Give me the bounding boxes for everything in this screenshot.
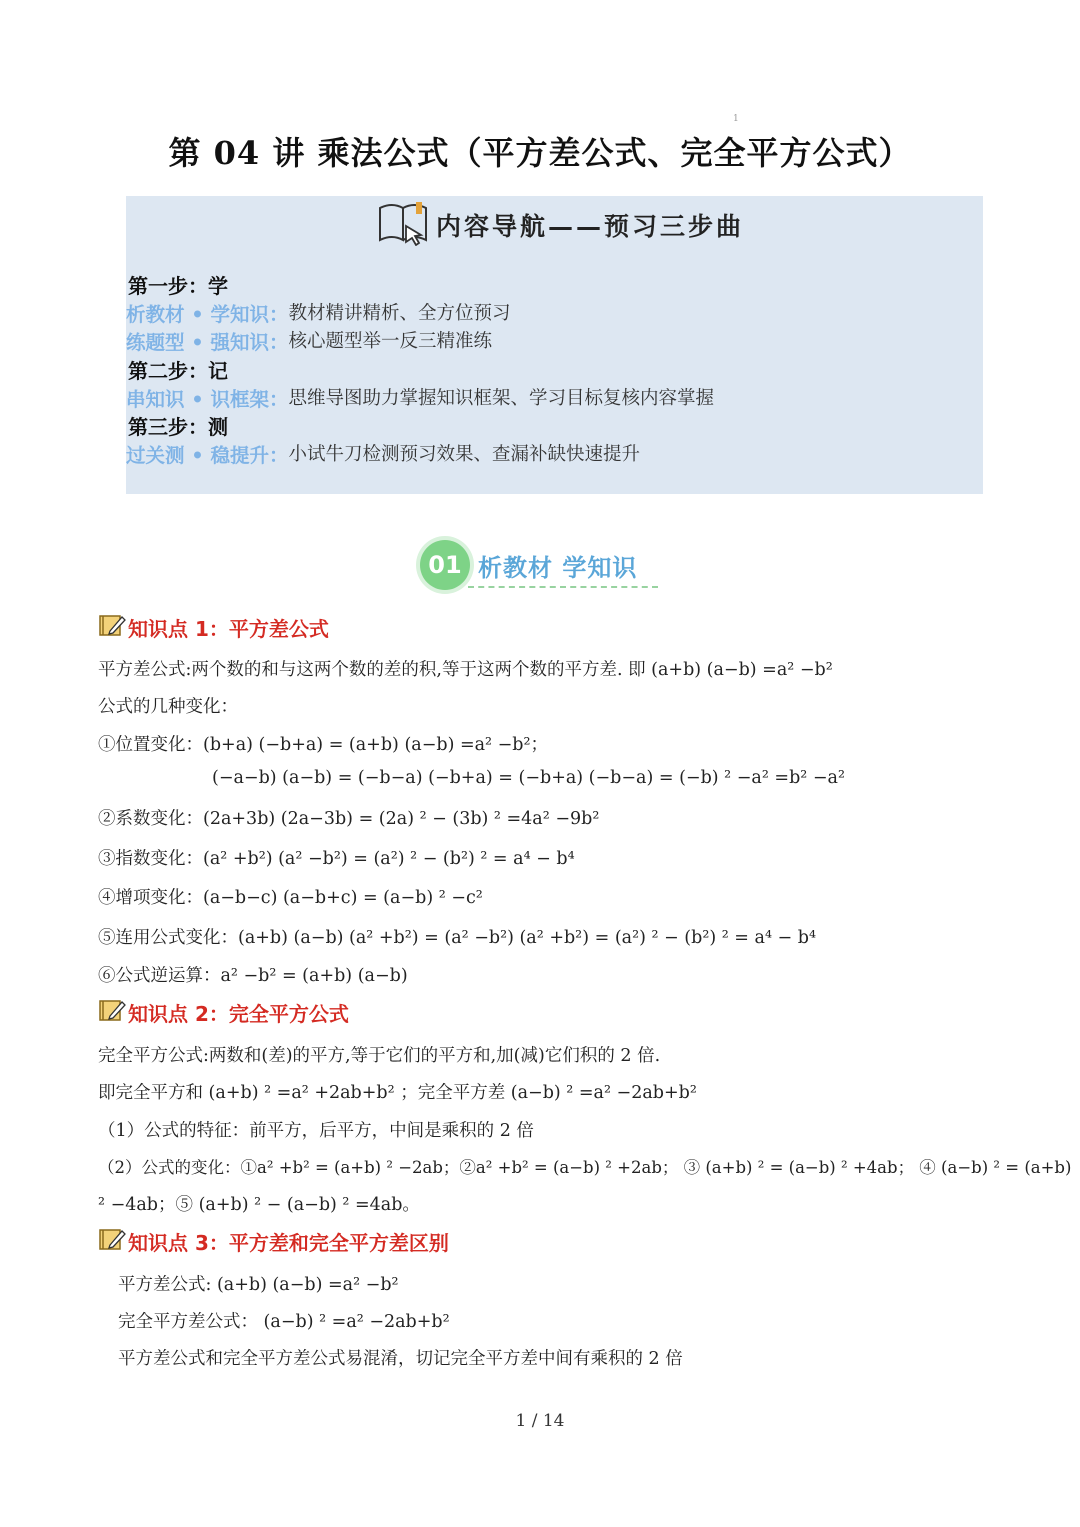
- kp1-line: 平方差公式:两个数的和与这两个数的差的积,等于这两个数的平方差. 即 (a+b) (a−b) =a² −b²: [98, 660, 833, 680]
- nav-row-practice: [126, 327, 492, 355]
- nav-row-key: 串知识 • 识框架：: [126, 388, 289, 411]
- nav-row-framework: [126, 384, 714, 412]
- section-divider: [468, 586, 658, 588]
- page-number: 1 / 14: [515, 1411, 565, 1431]
- kp1-line: ⑥公式逆运算：a² −b² = (a+b) (a−b): [98, 966, 408, 986]
- kp3-heading: [98, 1227, 449, 1256]
- kp1-line: ④增项变化：(a−b−c) (a−b+c) = (a−b) ² −c²: [98, 888, 483, 908]
- section-title: 析教材 学知识: [478, 553, 638, 582]
- nav-header: [376, 200, 744, 250]
- notebook-pencil-icon: [98, 998, 126, 1027]
- section-badge: [420, 540, 637, 590]
- kp2-line: 完全平方公式:两数和(差)的平方,等于它们的平方和,加(减)它们积的 2 倍.: [98, 1046, 661, 1066]
- nav-row-study: [126, 299, 511, 327]
- kp1-line: ③指数变化：(a² +b²) (a² −b²) = (a²) ² − (b²) ² = a⁴ − b⁴: [98, 849, 575, 869]
- kp3-title: 知识点 3：平方差和完全平方差区别: [128, 1231, 449, 1255]
- kp1-line: (−a−b) (a−b) = (−b−a) (−b+a) = (−b+a) (−b−a) = (−b) ² −a² =b² −a²: [212, 768, 845, 788]
- kp2-heading: [98, 998, 349, 1027]
- step-one-label: 第一步：学: [128, 274, 228, 298]
- section-number: 01: [420, 540, 470, 590]
- kp2-line: （2）公式的变化：①a² +b² = (a+b) ² −2ab；②a² +b² = (a−b) ² +2ab； ③ (a+b) ² = (a−b) ² +4ab； ④ (a−b) ² = (a+b): [98, 1158, 1072, 1177]
- kp2-line: 即完全平方和 (a+b) ² =a² +2ab+b² ；完全平方差 (a−b) ² =a² −2ab+b²: [98, 1083, 697, 1103]
- kp3-line: 平方差公式和完全平方差公式易混淆，切记完全平方差中间有乘积的 2 倍: [118, 1349, 683, 1369]
- nav-row-desc: 思维导图助力掌握知识框架、学习目标复核内容掌握: [288, 388, 715, 409]
- nav-row-key: 过关测 • 稳提升：: [126, 444, 289, 467]
- step-two-label: 第二步：记: [128, 359, 228, 383]
- notebook-pencil-icon: [98, 1227, 126, 1256]
- nav-row-desc: 小试牛刀检测预习效果、查漏补缺快速提升: [288, 444, 641, 465]
- page-tick-mark: 1: [733, 114, 739, 124]
- kp3-line: 平方差公式: (a+b) (a−b) =a² −b²: [118, 1275, 399, 1295]
- book-pointer-icon: [376, 200, 432, 250]
- kp2-title: 知识点 2：完全平方公式: [128, 1002, 349, 1026]
- step-three-label: 第三步：测: [128, 415, 228, 439]
- kp1-line: ①位置变化：(b+a) (−b+a) = (a+b) (a−b) =a² −b²；: [98, 735, 549, 755]
- kp3-line: 完全平方差公式： (a−b) ² =a² −2ab+b²: [118, 1312, 450, 1332]
- kp1-heading: [98, 613, 329, 642]
- notebook-pencil-icon: [98, 613, 126, 642]
- kp1-line: 公式的几种变化：: [98, 697, 238, 717]
- kp1-line: ②系数变化：(2a+3b) (2a−3b) = (2a) ² − (3b) ² =4a² −9b²: [98, 809, 600, 829]
- nav-header-label: 内容导航——预习三步曲: [436, 212, 745, 241]
- nav-row-key: 练题型 • 强知识：: [126, 331, 289, 354]
- kp1-line: ⑤连用公式变化：(a+b) (a−b) (a² +b²) = (a² −b²) (a² +b²) = (a²) ² − (b²) ² = a⁴ − b⁴: [98, 928, 816, 948]
- nav-row-desc: 教材精讲精析、全方位预习: [288, 303, 511, 324]
- kp1-title: 知识点 1：平方差公式: [128, 617, 329, 641]
- kp2-line: （1）公式的特征：前平方，后平方，中间是乘积的 2 倍: [98, 1121, 534, 1141]
- kp2-line: ² −4ab；⑤ (a+b) ² − (a−b) ² =4ab。: [98, 1195, 420, 1215]
- page-title: 第 04 讲 乘法公式（平方差公式、完全平方公式）: [168, 134, 912, 172]
- nav-row-key: 析教材 • 学知识：: [126, 303, 289, 326]
- nav-row-desc: 核心题型举一反三精准练: [288, 331, 493, 352]
- nav-row-test: [126, 440, 640, 468]
